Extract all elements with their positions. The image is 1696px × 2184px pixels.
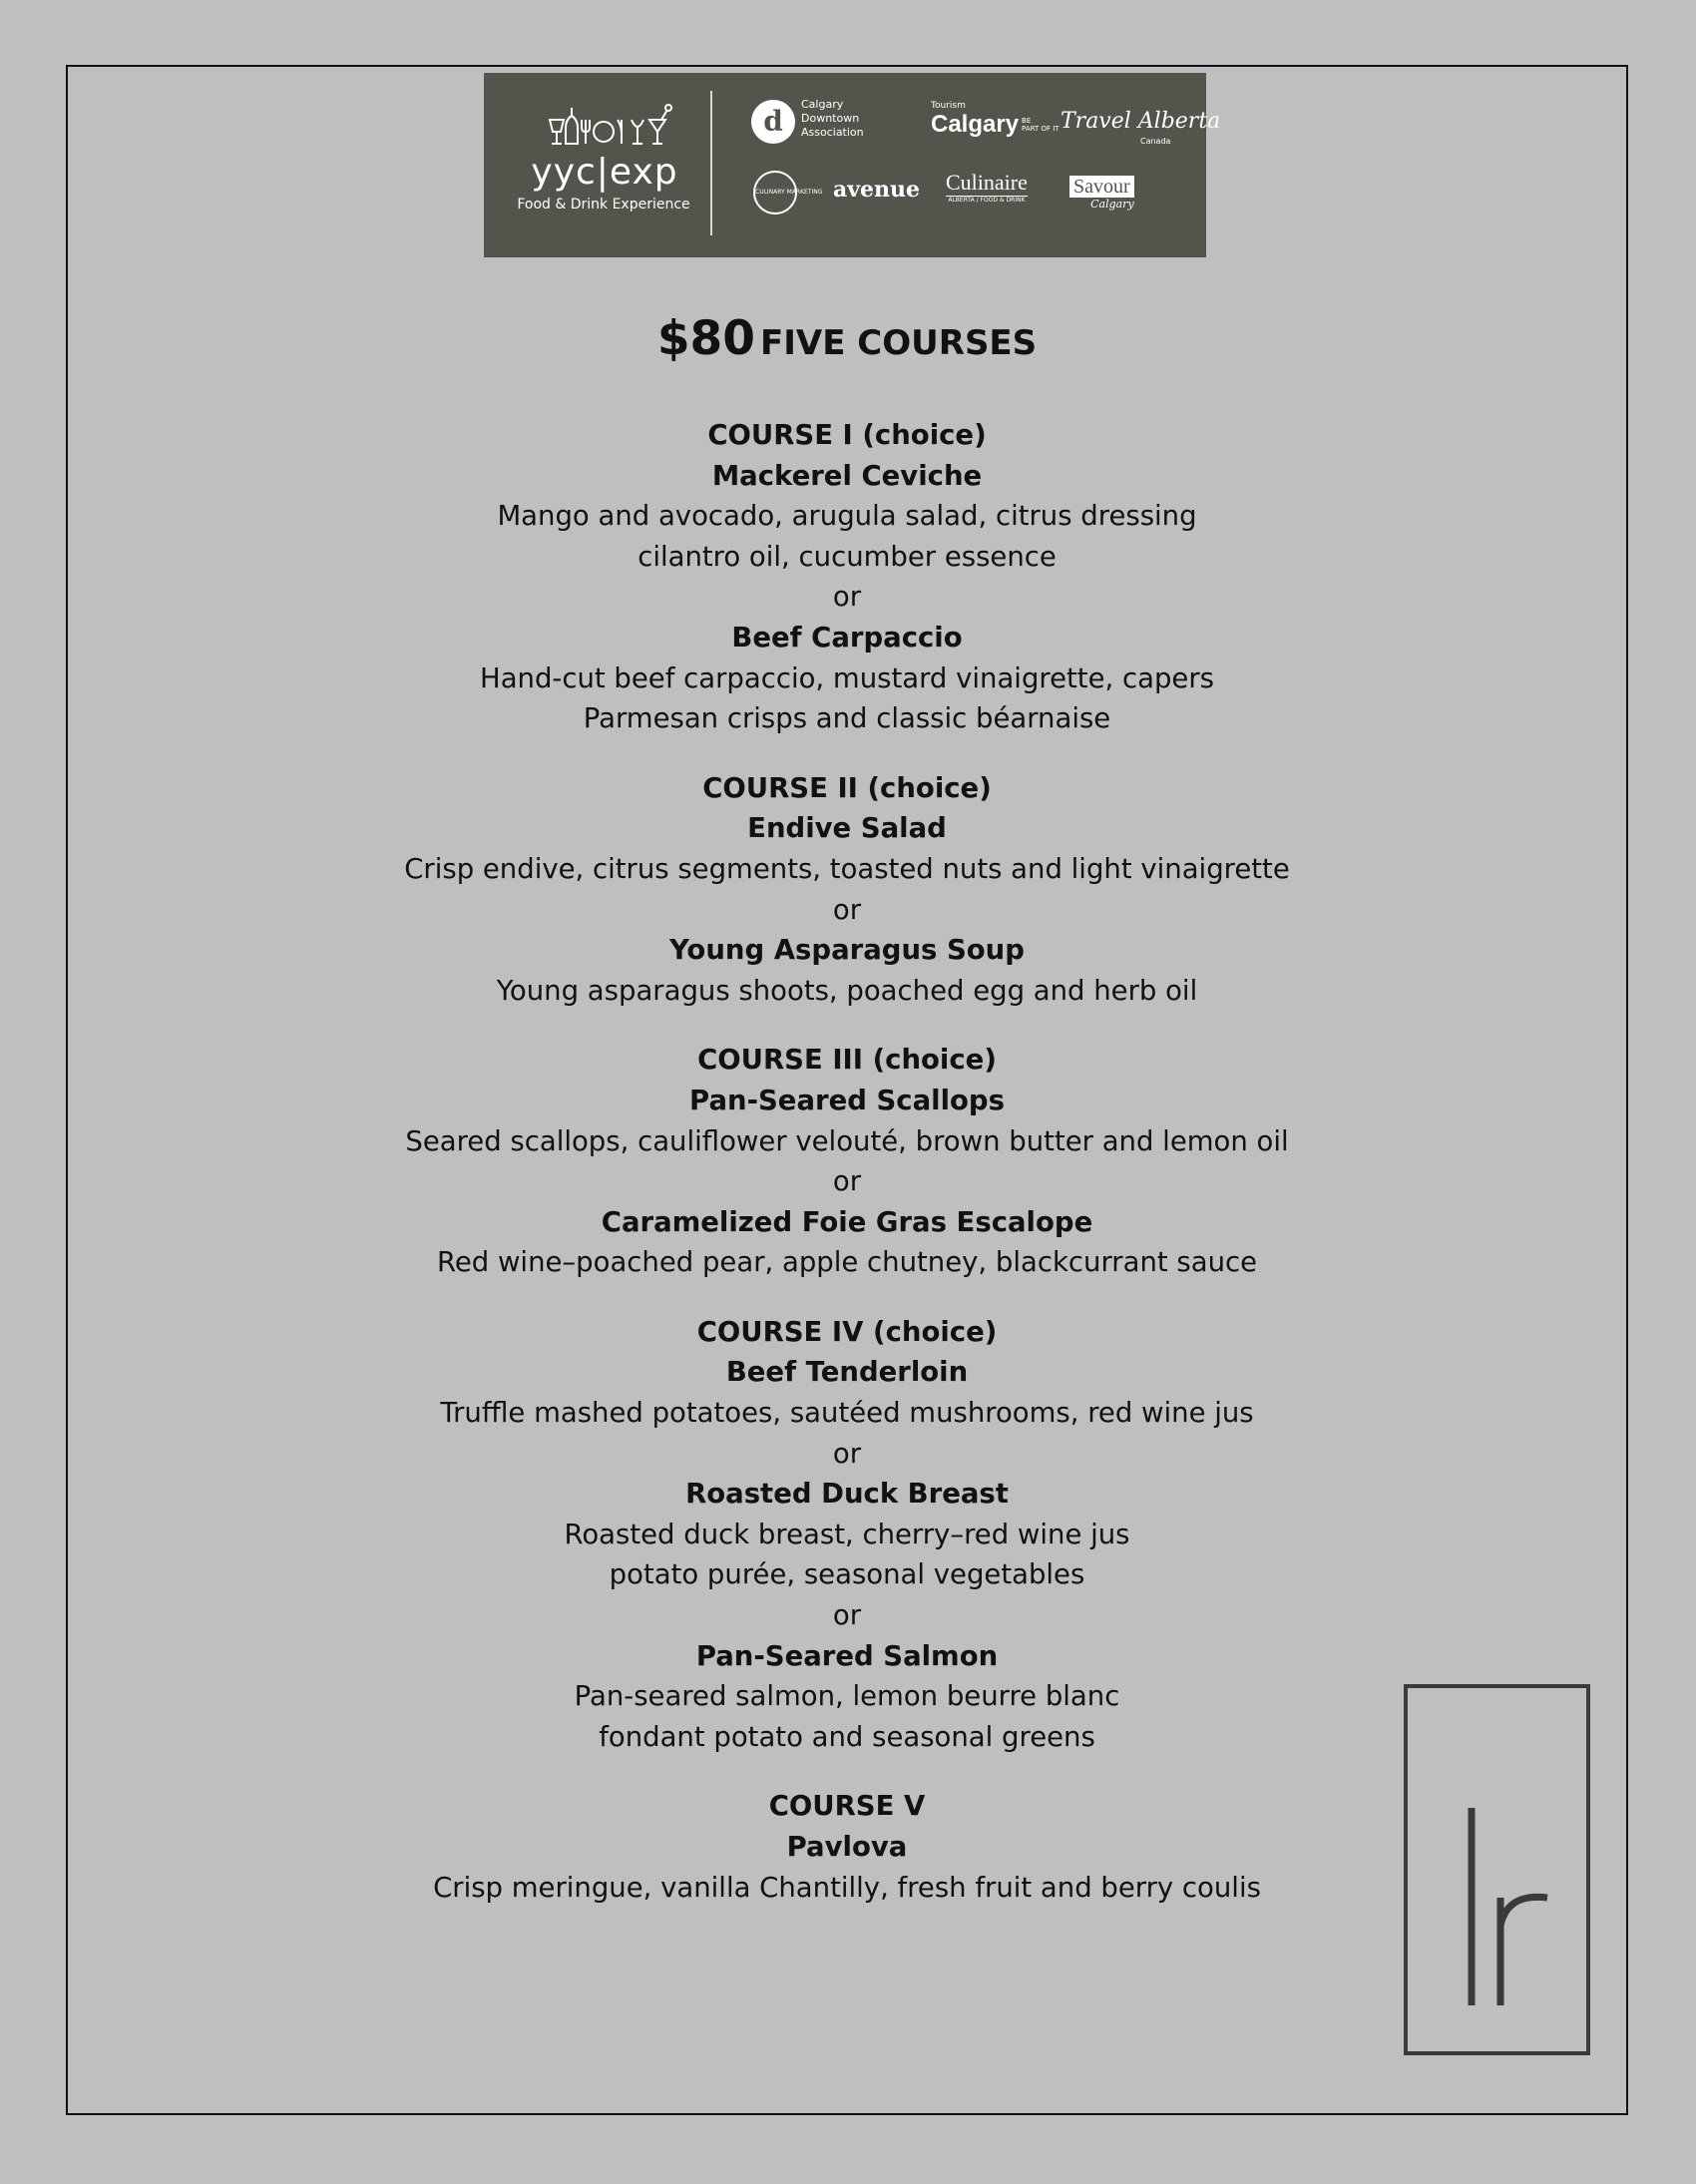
menu-headline-label: FIVE COURSES bbox=[760, 323, 1038, 363]
dish-name: Pavlova bbox=[786, 1831, 908, 1863]
or-separator: or bbox=[832, 893, 862, 926]
culinary-marketing-logo bbox=[753, 171, 823, 215]
dish-name: Beef Tenderloin bbox=[725, 1356, 969, 1389]
cda-mark-icon: d bbox=[751, 100, 795, 144]
dish-description: cilantro oil, cucumber essence bbox=[637, 540, 1057, 573]
dish-description: Red wine–poached pear, apple chutney, blackcurrant sauce bbox=[436, 1246, 1258, 1279]
culinaire-text: Culinaire bbox=[946, 170, 1028, 195]
menu-headline bbox=[66, 309, 1628, 379]
cda-line-3: Association bbox=[801, 126, 864, 139]
tc-side-1: BE bbox=[1022, 117, 1032, 125]
dish-name: Endive Salad bbox=[747, 812, 947, 845]
course-title: COURSE II (choice) bbox=[702, 771, 992, 804]
cda-line-1: Calgary bbox=[801, 98, 844, 111]
course-4 bbox=[66, 1312, 1628, 1758]
dish-description: Seared scallops, cauliflower velouté, brown butter and lemon oil bbox=[405, 1124, 1289, 1157]
course-title: COURSE V bbox=[768, 1790, 926, 1823]
dish-name: Mackerel Ceviche bbox=[711, 459, 983, 492]
tc-side-2: PART OF IT bbox=[1022, 125, 1060, 133]
banner-divider bbox=[710, 91, 712, 235]
dish-description: Parmesan crisps and classic béarnaise bbox=[583, 702, 1111, 735]
food-drink-icons bbox=[544, 98, 673, 148]
tourism-calgary-logo bbox=[931, 101, 1060, 139]
yyc-exp-subtitle: Food & Drink Experience bbox=[517, 197, 690, 213]
course-title: COURSE III (choice) bbox=[697, 1044, 997, 1077]
travel-alberta-logo bbox=[1060, 109, 1221, 146]
avenue-logo: avenue bbox=[833, 177, 921, 203]
course-title: COURSE IV (choice) bbox=[696, 1315, 998, 1348]
course-1 bbox=[66, 415, 1628, 739]
savour-small: Calgary bbox=[1090, 198, 1134, 211]
culinaire-logo bbox=[946, 170, 1028, 204]
dish-name: Beef Carpaccio bbox=[731, 621, 963, 654]
or-separator: or bbox=[832, 1599, 862, 1632]
menu-price: $80 bbox=[656, 311, 755, 366]
dish-description: potato purée, seasonal vegetables bbox=[609, 1558, 1085, 1591]
dish-description: Truffle mashed potatoes, sautéed mushrooms, red wine jus bbox=[440, 1397, 1254, 1430]
or-separator: or bbox=[832, 1437, 862, 1470]
dish-description: Crisp endive, citrus segments, toasted nuts and light vinaigrette bbox=[404, 852, 1290, 885]
dish-description: fondant potato and seasonal greens bbox=[599, 1720, 1095, 1753]
yyc-exp-wordmark: yyc|exp bbox=[531, 152, 678, 193]
or-separator: or bbox=[832, 1165, 862, 1198]
tourism-calgary-small: Tourism bbox=[931, 101, 966, 111]
dish-name: Caramelized Foie Gras Escalope bbox=[601, 1205, 1093, 1238]
dish-description: Pan-seared salmon, lemon beurre blanc bbox=[574, 1680, 1120, 1713]
course-title: COURSE I (choice) bbox=[707, 419, 987, 451]
dish-name: Young Asparagus Soup bbox=[669, 934, 1025, 967]
travel-alberta-small: Canada bbox=[1140, 137, 1171, 146]
restaurant-logo bbox=[1404, 1684, 1590, 2055]
menu bbox=[66, 309, 1628, 1937]
sponsor-banner bbox=[484, 73, 1221, 257]
cda-line-2: Downtown bbox=[801, 112, 860, 125]
dish-description: Crisp meringue, vanilla Chantilly, fresh fruit and berry coulis bbox=[433, 1871, 1261, 1904]
dish-description: Roasted duck breast, cherry–red wine jus bbox=[564, 1518, 1130, 1550]
lr-monogram-icon bbox=[1408, 1688, 1586, 2051]
dish-description: Mango and avocado, arugula salad, citrus dressing bbox=[497, 500, 1197, 533]
culinaire-small: ALBERTA / FOOD & DRINK bbox=[946, 196, 1028, 204]
dish-name: Pan-Seared Salmon bbox=[695, 1639, 999, 1672]
course-2 bbox=[66, 768, 1628, 1012]
course-3 bbox=[66, 1040, 1628, 1283]
dish-name: Pan-Seared Scallops bbox=[689, 1084, 1005, 1116]
travel-alberta-text: Travel Alberta bbox=[1060, 109, 1221, 134]
course-5 bbox=[66, 1786, 1628, 1908]
dish-description: Hand-cut beef carpaccio, mustard vinaigrette, capers bbox=[480, 661, 1214, 694]
tourism-calgary-big: Calgary bbox=[931, 111, 1020, 138]
savour-text: Savour bbox=[1069, 176, 1134, 198]
culinary-marketing-text: CULINARY MARKETING bbox=[755, 189, 823, 196]
dish-name: Roasted Duck Breast bbox=[685, 1478, 1009, 1511]
or-separator: or bbox=[832, 581, 862, 614]
dish-description: Young asparagus shoots, poached egg and herb oil bbox=[496, 974, 1198, 1007]
savour-calgary-logo bbox=[1069, 176, 1134, 211]
